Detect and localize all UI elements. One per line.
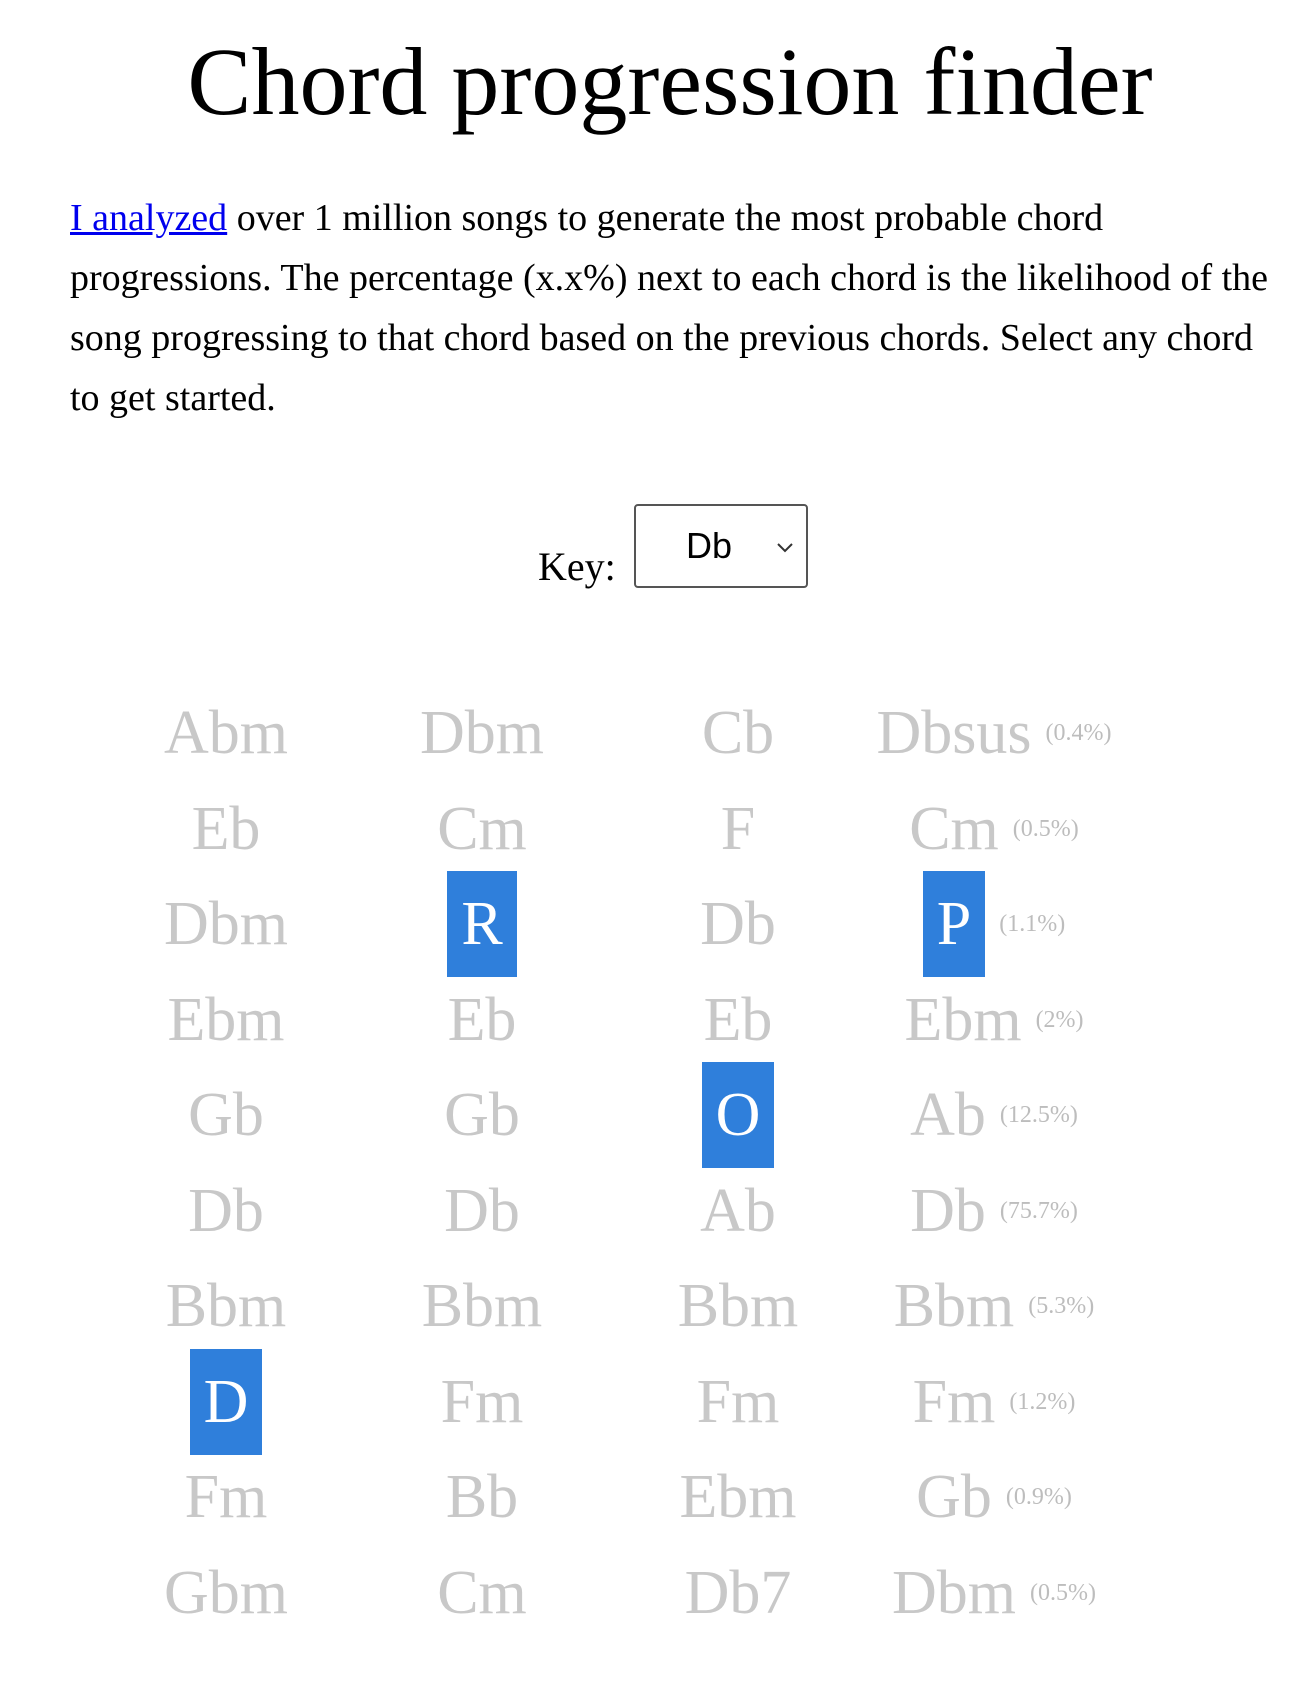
- chord-option[interactable]: [844, 781, 1144, 877]
- chord-label: Bbm: [165, 1272, 287, 1340]
- chord-label: Ebm: [679, 1463, 797, 1531]
- chord-label: Fm: [440, 1368, 524, 1436]
- key-label: Key:: [538, 544, 616, 589]
- chord-label: Gbm: [164, 1559, 288, 1627]
- chord-label: Dbsus: [876, 699, 1032, 767]
- chord-option[interactable]: [588, 1163, 888, 1259]
- chord-option[interactable]: [76, 972, 376, 1068]
- chord-option[interactable]: [844, 685, 1144, 781]
- chord-label: Dbm: [164, 890, 288, 958]
- chord-option[interactable]: [588, 781, 888, 877]
- intro-paragraph: [70, 188, 1270, 428]
- chord-option[interactable]: [76, 1163, 376, 1259]
- chord-option[interactable]: [588, 876, 888, 972]
- chord-option[interactable]: [588, 685, 888, 781]
- chord-probability: (75.7%): [999, 1197, 1078, 1224]
- chord-label: Gb: [916, 1463, 992, 1531]
- chord-label: Eb: [447, 986, 517, 1054]
- chord-option[interactable]: [76, 1354, 376, 1450]
- chord-label: Ebm: [167, 986, 285, 1054]
- chord-label: Db7: [684, 1559, 792, 1627]
- chord-label: Ebm: [904, 986, 1022, 1054]
- chord-label: Bb: [445, 1463, 519, 1531]
- intro-text: over 1 million songs to generate the most probable chord progressions. The percentage (x.x%) next to each chord is the likelihood of the song progressing to that chord based on the previous chords. Select any chord to get started.: [70, 197, 1269, 419]
- chord-label: Eb: [703, 986, 773, 1054]
- chord-label: Fm: [184, 1463, 268, 1531]
- chord-label: Db: [444, 1177, 520, 1245]
- chord-option[interactable]: [332, 1067, 632, 1163]
- chord-label: Bbm: [677, 1272, 799, 1340]
- chord-option[interactable]: [844, 1163, 1144, 1259]
- chord-option[interactable]: [588, 1354, 888, 1450]
- chord-option[interactable]: [76, 781, 376, 877]
- chord-option[interactable]: [76, 876, 376, 972]
- chord-option[interactable]: [844, 1258, 1144, 1354]
- chord-label: Ab: [910, 1081, 986, 1149]
- chord-label: Ab: [700, 1177, 776, 1245]
- chord-label: Cm: [909, 795, 999, 863]
- chord-probability: (2%): [1035, 1006, 1084, 1033]
- chord-option[interactable]: [588, 972, 888, 1068]
- chord-label: Fm: [912, 1368, 996, 1436]
- chord-option[interactable]: [844, 1354, 1144, 1450]
- chord-option[interactable]: [332, 876, 632, 972]
- chord-option[interactable]: [332, 781, 632, 877]
- chord-label: Gb: [444, 1081, 520, 1149]
- chord-label: Eb: [191, 795, 261, 863]
- chord-label: Dbm: [420, 699, 544, 767]
- analysis-link[interactable]: I analyzed: [70, 197, 228, 239]
- chord-option[interactable]: [332, 1545, 632, 1641]
- chord-option[interactable]: [76, 1449, 376, 1545]
- chord-label: Cb: [701, 699, 775, 767]
- chord-option[interactable]: [588, 1545, 888, 1641]
- chord-label: Bbm: [893, 1272, 1015, 1340]
- chord-option[interactable]: [588, 1258, 888, 1354]
- selected-chord-label: O: [702, 1062, 775, 1168]
- chord-label: Abm: [164, 699, 288, 767]
- key-select-value: Db: [686, 525, 733, 566]
- chord-label: Bbm: [421, 1272, 543, 1340]
- chord-probability: (0.5%): [1012, 815, 1079, 842]
- selected-chord-label: P: [923, 871, 985, 977]
- chord-probability: (0.9%): [1005, 1483, 1072, 1510]
- chord-option[interactable]: [332, 1354, 632, 1450]
- page-title: Chord progression finder: [187, 28, 1153, 135]
- chord-option[interactable]: [76, 1067, 376, 1163]
- chord-label: Cm: [437, 1559, 527, 1627]
- chord-probability: (12.5%): [999, 1101, 1078, 1128]
- chord-probability: (0.5%): [1030, 1579, 1096, 1606]
- chord-label: Dbm: [892, 1559, 1016, 1627]
- chord-option[interactable]: [844, 1545, 1144, 1641]
- chord-probability: (5.3%): [1028, 1292, 1095, 1319]
- chord-option[interactable]: [76, 1258, 376, 1354]
- chord-probability: (1.1%): [999, 910, 1066, 937]
- chord-option[interactable]: [332, 1449, 632, 1545]
- selected-chord-label: D: [190, 1349, 263, 1455]
- chord-option[interactable]: [332, 685, 632, 781]
- chord-option[interactable]: [844, 1449, 1144, 1545]
- chord-option[interactable]: [844, 1067, 1144, 1163]
- chord-option[interactable]: [332, 1163, 632, 1259]
- chord-option[interactable]: [332, 1258, 632, 1354]
- chord-label: Fm: [696, 1368, 780, 1436]
- chord-option[interactable]: [332, 972, 632, 1068]
- chord-probability: (1.2%): [1009, 1388, 1076, 1415]
- chevron-down-icon: [774, 536, 796, 558]
- chord-label: Gb: [188, 1081, 264, 1149]
- chord-label: Cm: [437, 795, 527, 863]
- chord-label: Db: [700, 890, 776, 958]
- chord-option[interactable]: [76, 685, 376, 781]
- selected-chord-label: R: [447, 871, 516, 977]
- key-select[interactable]: [634, 504, 808, 588]
- chord-label: F: [720, 795, 756, 863]
- chord-label: Db: [188, 1177, 264, 1245]
- chord-probability: (0.4%): [1045, 719, 1112, 746]
- chord-option[interactable]: [844, 972, 1144, 1068]
- chord-label: Db: [910, 1177, 986, 1245]
- chord-option[interactable]: [588, 1067, 888, 1163]
- chord-option[interactable]: [76, 1545, 376, 1641]
- chord-option[interactable]: [844, 876, 1144, 972]
- chord-option[interactable]: [588, 1449, 888, 1545]
